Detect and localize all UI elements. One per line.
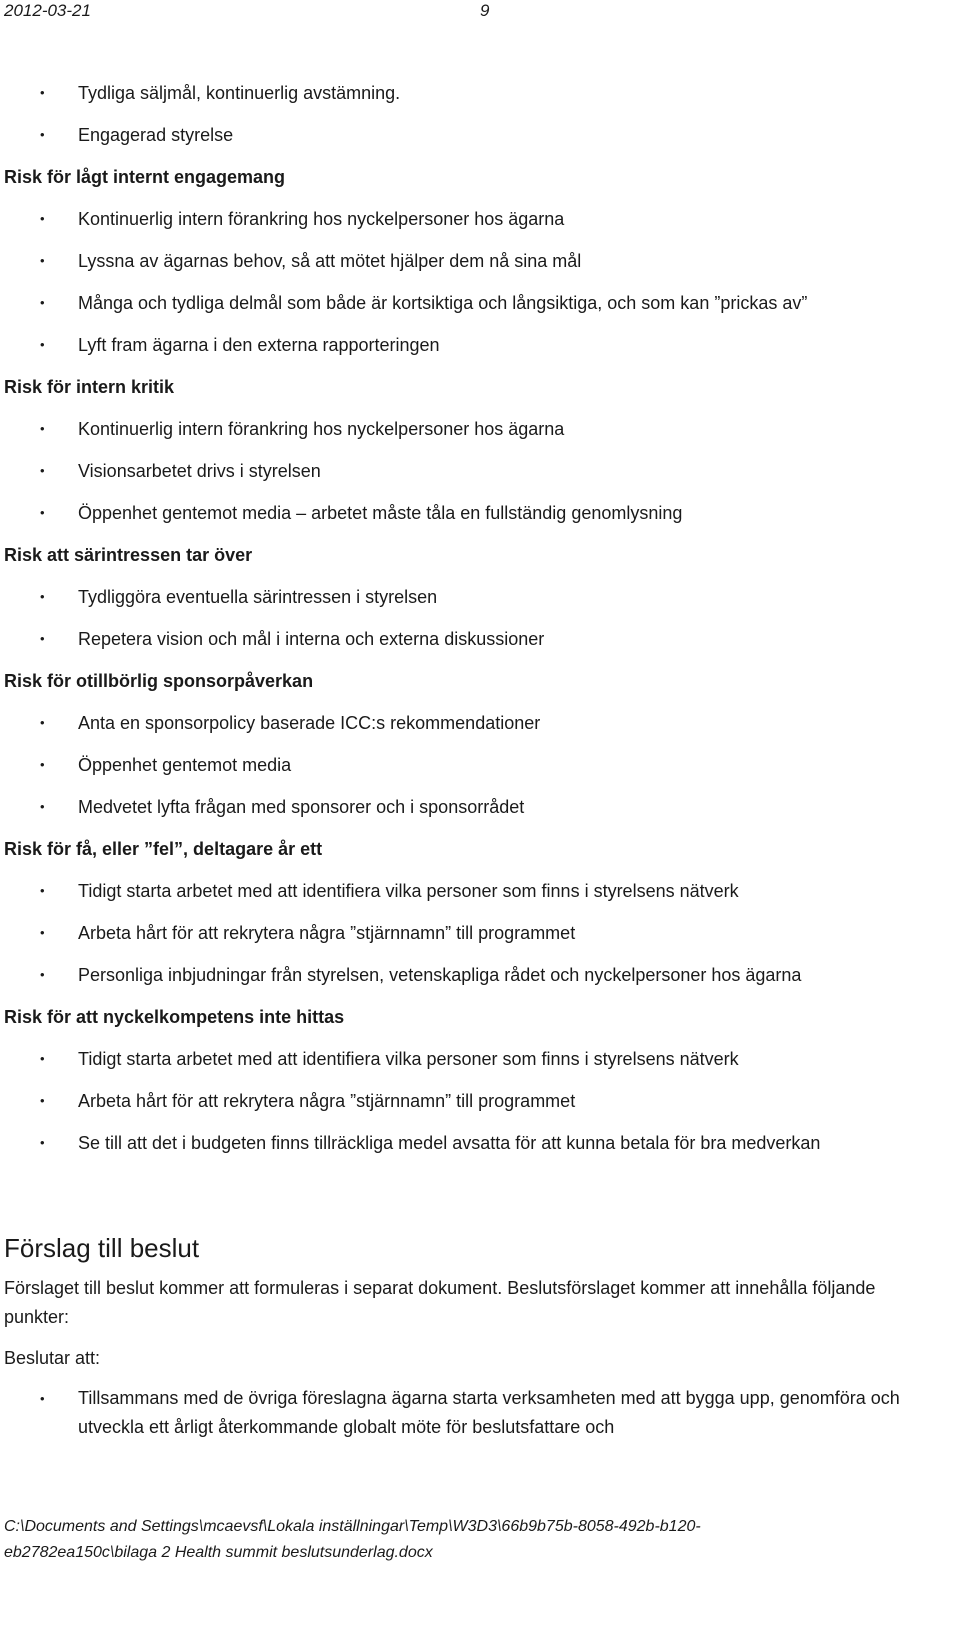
risk-list-special-interests <box>4 576 954 660</box>
list-item <box>4 324 954 366</box>
bullet-icon: • <box>40 883 45 898</box>
bullet-icon: • <box>40 1391 45 1406</box>
list-item-text: Lyft fram ägarna i den externa rapporteringen <box>78 335 440 355</box>
risk-heading-sponsor-influence: Risk för otillbörlig sponsorpåverkan <box>4 671 314 691</box>
list-item-text: Tidigt starta arbetet med att identifiera vilka personer som finns i styrelsens nätverk <box>78 881 739 901</box>
list-item <box>4 240 954 282</box>
list-item-text: Repetera vision och mål i interna och externa diskussioner <box>78 629 545 649</box>
list-item <box>4 954 954 996</box>
bullet-icon: • <box>40 1135 45 1150</box>
bullet-icon: • <box>40 589 45 604</box>
document-body <box>4 72 954 1164</box>
list-item-text: Kontinuerlig intern förankring hos nyckelpersoner hos ägarna <box>78 419 565 439</box>
footer-path-line-2: eb2782ea150c\bilaga 2 Health summit beslutsunderlag.docx <box>4 1544 433 1561</box>
bullet-icon: • <box>40 295 45 310</box>
bullet-icon: • <box>40 421 45 436</box>
list-item <box>4 408 954 450</box>
risk-heading-special-interests: Risk att särintressen tar över <box>4 545 253 565</box>
bullet-icon: • <box>40 631 45 646</box>
risk-list-internal-criticism <box>4 408 954 534</box>
bullet-icon: • <box>40 127 45 142</box>
list-item-text: Tidigt starta arbetet med att identifiera vilka personer som finns i styrelsens nätverk <box>78 1049 739 1069</box>
list-item <box>4 114 954 156</box>
bullet-icon: • <box>40 211 45 226</box>
header-date: 2012-03-21 <box>4 1 91 20</box>
bullet-icon: • <box>40 925 45 940</box>
list-item <box>4 912 954 954</box>
list-item <box>4 1122 954 1164</box>
proposal-intro: Förslaget till beslut kommer att formuleras i separat dokument. Beslutsförslaget kommer att innehålla följande punkter: <box>4 1278 876 1327</box>
risk-list-low-engagement <box>4 198 954 366</box>
bullet-icon: • <box>40 757 45 772</box>
bullet-icon: • <box>40 463 45 478</box>
risk-heading-internal-criticism: Risk för intern kritik <box>4 377 175 397</box>
list-item-text: Kontinuerlig intern förankring hos nyckelpersoner hos ägarna <box>78 209 565 229</box>
list-item <box>4 870 954 912</box>
proposal-title: Förslag till beslut <box>4 1233 200 1263</box>
list-item <box>4 72 954 114</box>
list-item <box>4 1384 924 1442</box>
risk-heading-low-engagement: Risk för lågt internt engagemang <box>4 167 286 187</box>
list-item-text: Öppenhet gentemot media – arbetet måste tåla en fullständig genomlysning <box>78 503 683 523</box>
list-item <box>4 282 954 324</box>
bullet-icon: • <box>40 85 45 100</box>
list-item <box>4 492 954 534</box>
list-item-text: Arbeta hårt för att rekrytera några ”stjärnnamn” till programmet <box>78 923 576 943</box>
list-item-text: Arbeta hårt för att rekrytera några ”stjärnnamn” till programmet <box>78 1091 576 1111</box>
list-item-text: Tillsammans med de övriga föreslagna ägarna starta verksamheten med att bygga upp, genomföra och utveckla ett årligt återkommande globalt möte för beslutsfattare och <box>78 1388 900 1437</box>
risk-heading-participants: Risk för få, eller ”fel”, deltagare år ett <box>4 839 323 859</box>
risk-heading-key-competence: Risk för att nyckelkompetens inte hittas <box>4 1007 345 1027</box>
list-item <box>4 618 954 660</box>
list-item-text: Tydliggöra eventuella särintressen i styrelsen <box>78 587 438 607</box>
list-item-text: Öppenhet gentemot media <box>78 755 292 775</box>
list-item <box>4 450 954 492</box>
page-number: 9 <box>480 1 490 20</box>
list-item <box>4 1080 954 1122</box>
list-item-text: Medvetet lyfta frågan med sponsorer och i sponsorrådet <box>78 797 525 817</box>
bullet-icon: • <box>40 715 45 730</box>
decide-label: Beslutar att: <box>4 1348 101 1368</box>
list-item-text: Se till att det i budgeten finns tillräckliga medel avsatta för att kunna betala för bra medverkan <box>78 1133 821 1153</box>
bullet-icon: • <box>40 337 45 352</box>
list-item <box>4 702 954 744</box>
bullet-icon: • <box>40 253 45 268</box>
list-item <box>4 576 954 618</box>
initial-bullet-list <box>4 72 954 156</box>
list-item-text: Många och tydliga delmål som både är kortsiktiga och långsiktiga, och som kan ”prickas av” <box>78 293 808 313</box>
list-item-text: Personliga inbjudningar från styrelsen, vetenskapliga rådet och nyckelpersoner hos ägarna <box>78 965 802 985</box>
list-item <box>4 744 954 786</box>
footer-path-line-1: C:\Documents and Settings\mcaevsf\Lokala inställningar\Temp\W3D3\66b9b75b-8058-492b-b120- <box>4 1518 701 1535</box>
bullet-icon: • <box>40 799 45 814</box>
decision-list <box>4 1384 924 1442</box>
risk-list-key-competence <box>4 1038 954 1164</box>
bullet-icon: • <box>40 1051 45 1066</box>
list-item <box>4 786 954 828</box>
list-item <box>4 198 954 240</box>
risk-list-sponsor-influence <box>4 702 954 828</box>
list-item <box>4 1038 954 1080</box>
bullet-icon: • <box>40 1093 45 1108</box>
list-item-text: Tydliga säljmål, kontinuerlig avstämning. <box>78 83 401 103</box>
list-item-text: Anta en sponsorpolicy baserade ICC:s rekommendationer <box>78 713 541 733</box>
bullet-icon: • <box>40 505 45 520</box>
list-item-text: Engagerad styrelse <box>78 125 234 145</box>
risk-list-participants <box>4 870 954 996</box>
footer-file-path <box>4 1514 904 1566</box>
list-item-text: Visionsarbetet drivs i styrelsen <box>78 461 321 481</box>
bullet-icon: • <box>40 967 45 982</box>
list-item-text: Lyssna av ägarnas behov, så att mötet hjälper dem nå sina mål <box>78 251 582 271</box>
